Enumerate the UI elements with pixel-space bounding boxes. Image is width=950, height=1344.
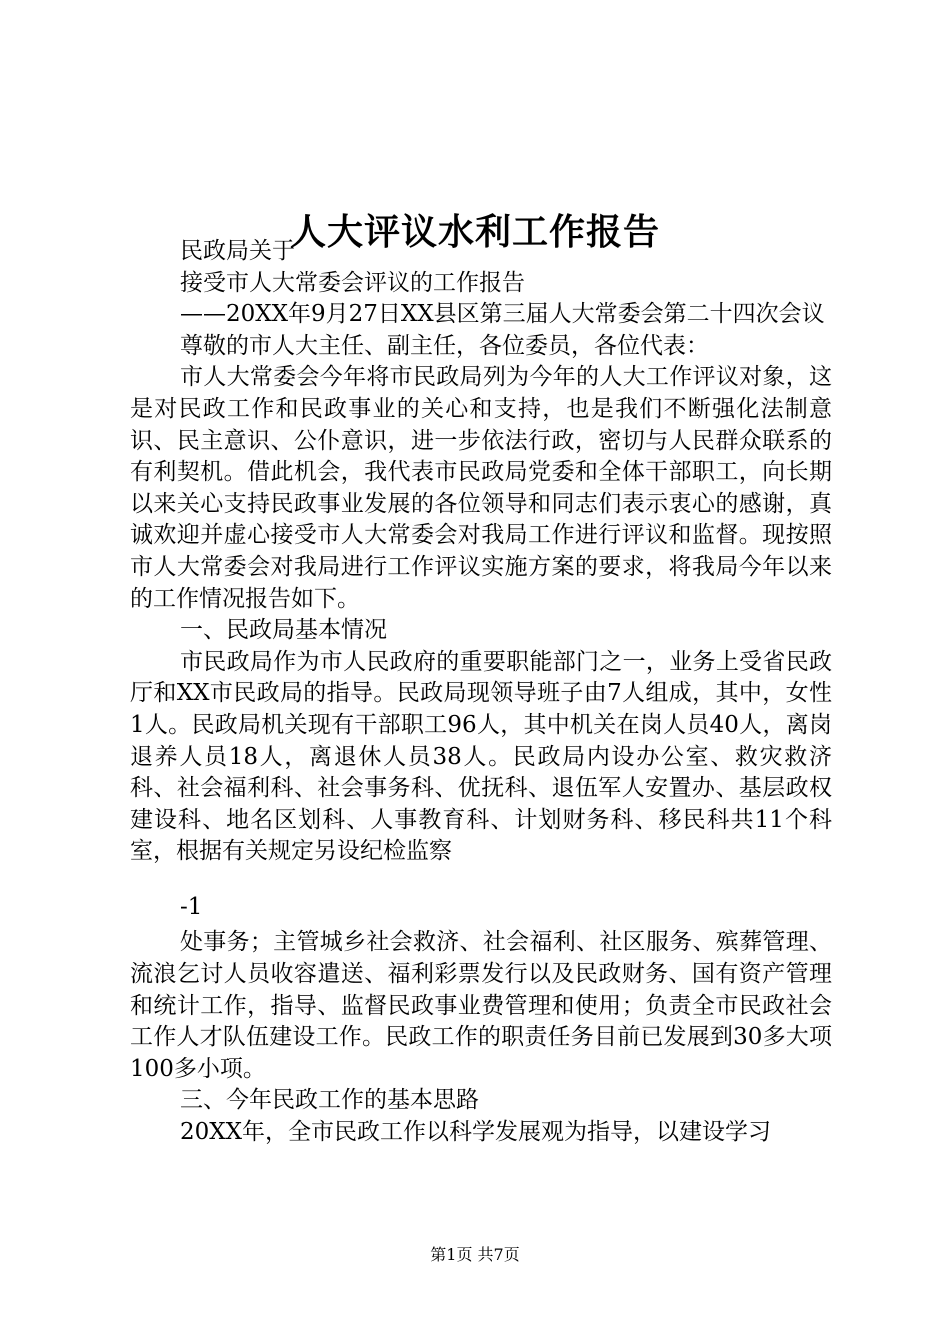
paragraph: 20XX年，全市民政工作以科学发展观为指导，以建设学习	[180, 1119, 772, 1146]
section-heading: 一、民政局基本情况	[180, 617, 387, 644]
page-marker: -1	[180, 893, 203, 920]
paragraph: ——20XX年9月27日XX县区第三届人大常委会第二十四次会议	[180, 301, 825, 328]
document-body	[130, 236, 832, 1149]
section-heading: 三、今年民政工作的基本思路	[180, 1087, 479, 1114]
paragraph: 民政局关于	[180, 238, 295, 264]
paragraph: 市人大常委会今年将市民政局列为今年的人大工作评议对象，这是对民政工作和民政事业的关心和支持，也是我们不断强化法制意识、民主意识、公仆意识，进一步依法行政，密切与人民群众联系的有利契机。借此机会，我代表市民政局党委和全体干部职工，向长期以来关心支持民政事业发展的各位领导和同志们表示衷心的感谢，真诚欢迎并虚心接受市人大常委会对我局工作进行评议和监督。现按照市人大常委会对我局进行工作评议实施方案的要求，将我局今年以来的工作情况报告如下。	[130, 364, 832, 612]
page-footer: 第1页 共7页	[430, 1245, 520, 1264]
paragraph: 接受市人大常委会评议的工作报告	[180, 269, 525, 296]
paragraph: 尊敬的市人大主任、副主任，各位委员，各位代表：	[180, 332, 709, 359]
paragraph: 处事务；主管城乡社会救济、社会福利、社区服务、殡葬管理、流浪乞讨人员收容遣送、福利彩票发行以及民政财务、国有资产管理和统计工作，指导、监督民政事业费管理和使用；负责全市民政社会工作人才队伍建设工作。民政工作的职责任务目前已发展到30多大项100多小项。	[130, 929, 832, 1082]
document-title: 人大评议水利工作报告	[289, 211, 660, 254]
paragraph: 市民政局作为市人民政府的重要职能部门之一，业务上受省民政厅和XX市民政局的指导。民政局现领导班子由7人组成，其中，女性1人。民政局机关现有干部职工96人，其中机关在岗人员40人，离岗退养人员18人，离退休人员38人。民政局内设办公室、救灾救济科、社会福利科、社会事务科、优抚科、退伍军人安置办、基层政权建设科、地名区划科、人事教育科、计划财务科、移民科共11个科室，根据有关规定另设纪检监察	[130, 648, 832, 865]
